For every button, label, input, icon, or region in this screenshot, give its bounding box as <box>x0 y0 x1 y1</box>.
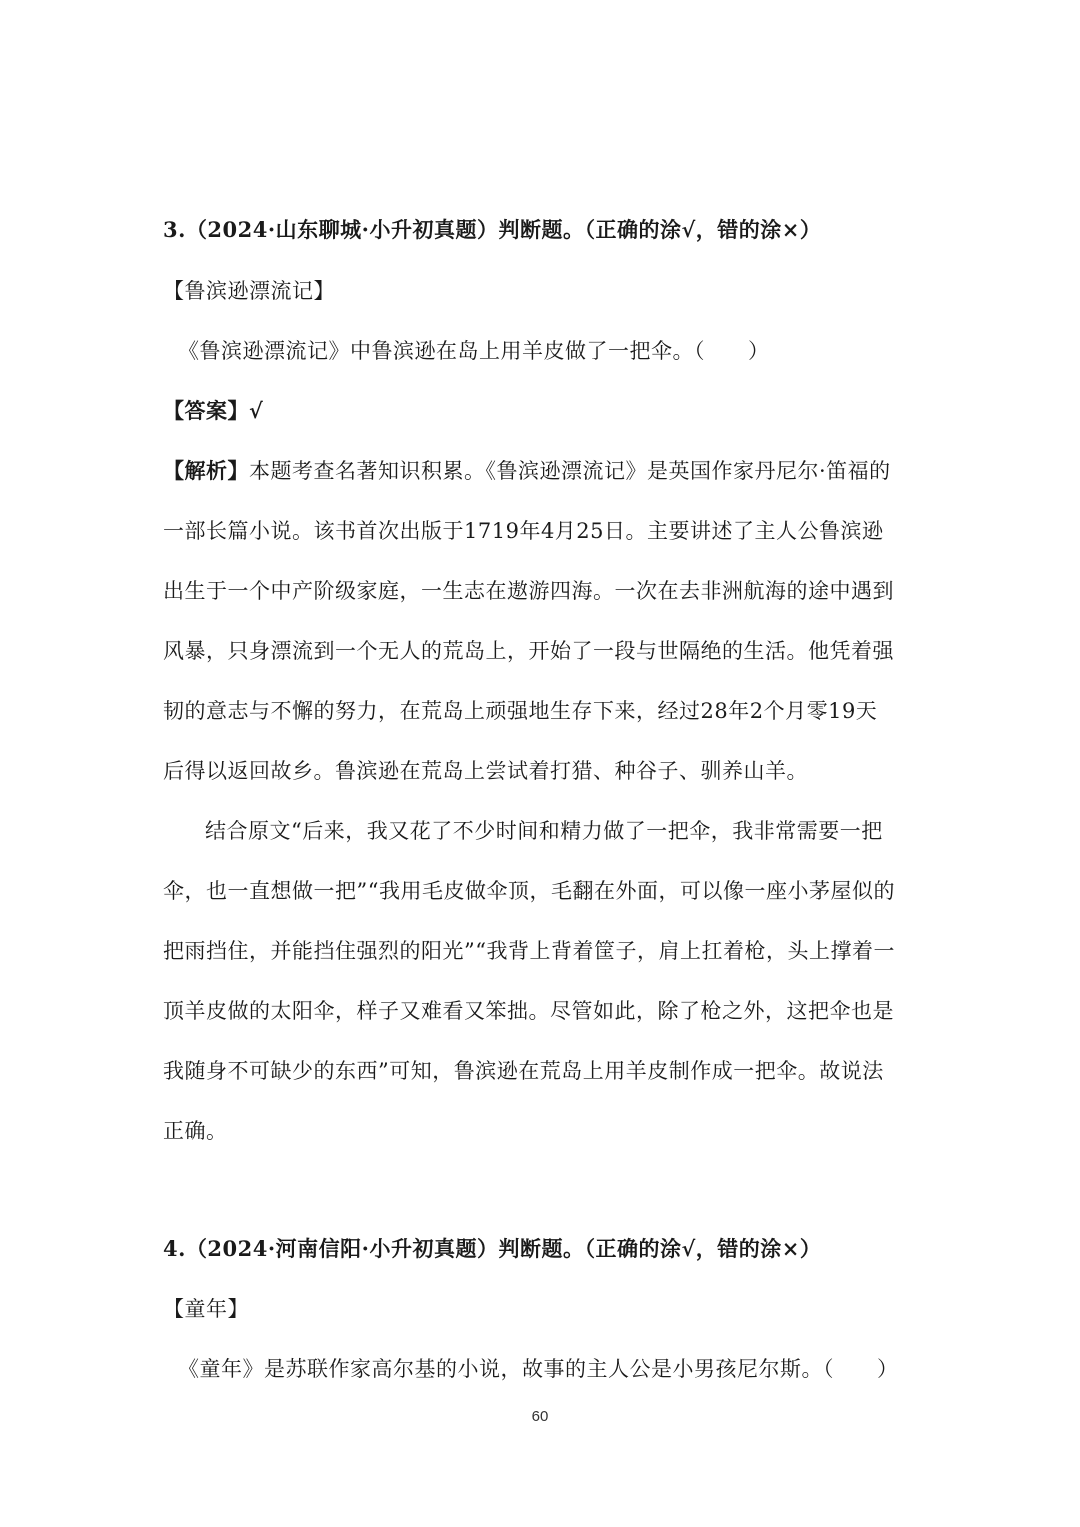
explanation-line-6: 正确。 <box>163 1119 228 1143</box>
analysis-text: 本题考查名著知识积累。《鲁滨逊漂流记》是英国作家丹尼尔·笛福的 <box>249 459 891 483</box>
explanation-line-1: 结合原文“后来，我又花了不少时间和精力做了一把伞，我非常需要一把 <box>205 819 883 843</box>
answer-value: √ <box>249 398 264 423</box>
page-number: 60 <box>531 1408 549 1425</box>
answer-label: 【答案】 <box>163 398 249 423</box>
explanation-line-5: 我随身不可缺少的东西”可知，鲁滨逊在荒岛上用羊皮制作成一把伞。故说法 <box>163 1059 884 1083</box>
explanation-line-2: 伞，也一直想做一把”“我用毛皮做伞顶，毛翻在外面，可以像一座小茅屋似的 <box>163 879 895 903</box>
analysis-label: 【解析】 <box>163 458 249 483</box>
question-4-statement: 《童年》是苏联作家高尔基的小说，故事的主人公是小男孩尼尔斯。（ ） <box>178 1357 899 1381</box>
analysis-line-4: 风暴，只身漂流到一个无人的荒岛上，开始了一段与世隔绝的生活。他凭着强 <box>163 639 894 663</box>
analysis-line-5: 韧的意志与不懈的努力，在荒岛上顽强地生存下来，经过28年2个月零19天 <box>163 699 878 723</box>
analysis-line-6: 后得以返回故乡。鲁滨逊在荒岛上尝试着打猎、种谷子、驯养山羊。 <box>163 759 808 783</box>
question-3-statement: 《鲁滨逊漂流记》中鲁滨逊在岛上用羊皮做了一把伞。（ ） <box>178 339 770 363</box>
question-3-book-tag: 【鲁滨逊漂流记】 <box>163 279 335 303</box>
question-3-title: 3.（2024·山东聊城·小升初真题）判断题。（正确的涂√，错的涂×） <box>163 217 822 242</box>
analysis-line-3: 出生于一个中产阶级家庭，一生志在遨游四海。一次在去非洲航海的途中遇到 <box>163 579 894 603</box>
question-3-answer <box>163 396 923 426</box>
explanation-line-3: 把雨挡住，并能挡住强烈的阳光”“我背上背着筐子，肩上扛着枪，头上撑着一 <box>163 939 895 963</box>
analysis-line-1 <box>163 456 923 486</box>
analysis-line-2: 一部长篇小说。该书首次出版于1719年4月25日。主要讲述了主人公鲁滨逊 <box>163 519 884 543</box>
question-4-title: 4.（2024·河南信阳·小升初真题）判断题。（正确的涂√，错的涂×） <box>163 1236 822 1261</box>
question-4-book-tag: 【童年】 <box>163 1297 249 1321</box>
explanation-line-4: 顶羊皮做的太阳伞，样子又难看又笨拙。尽管如此，除了枪之外，这把伞也是 <box>163 999 894 1023</box>
